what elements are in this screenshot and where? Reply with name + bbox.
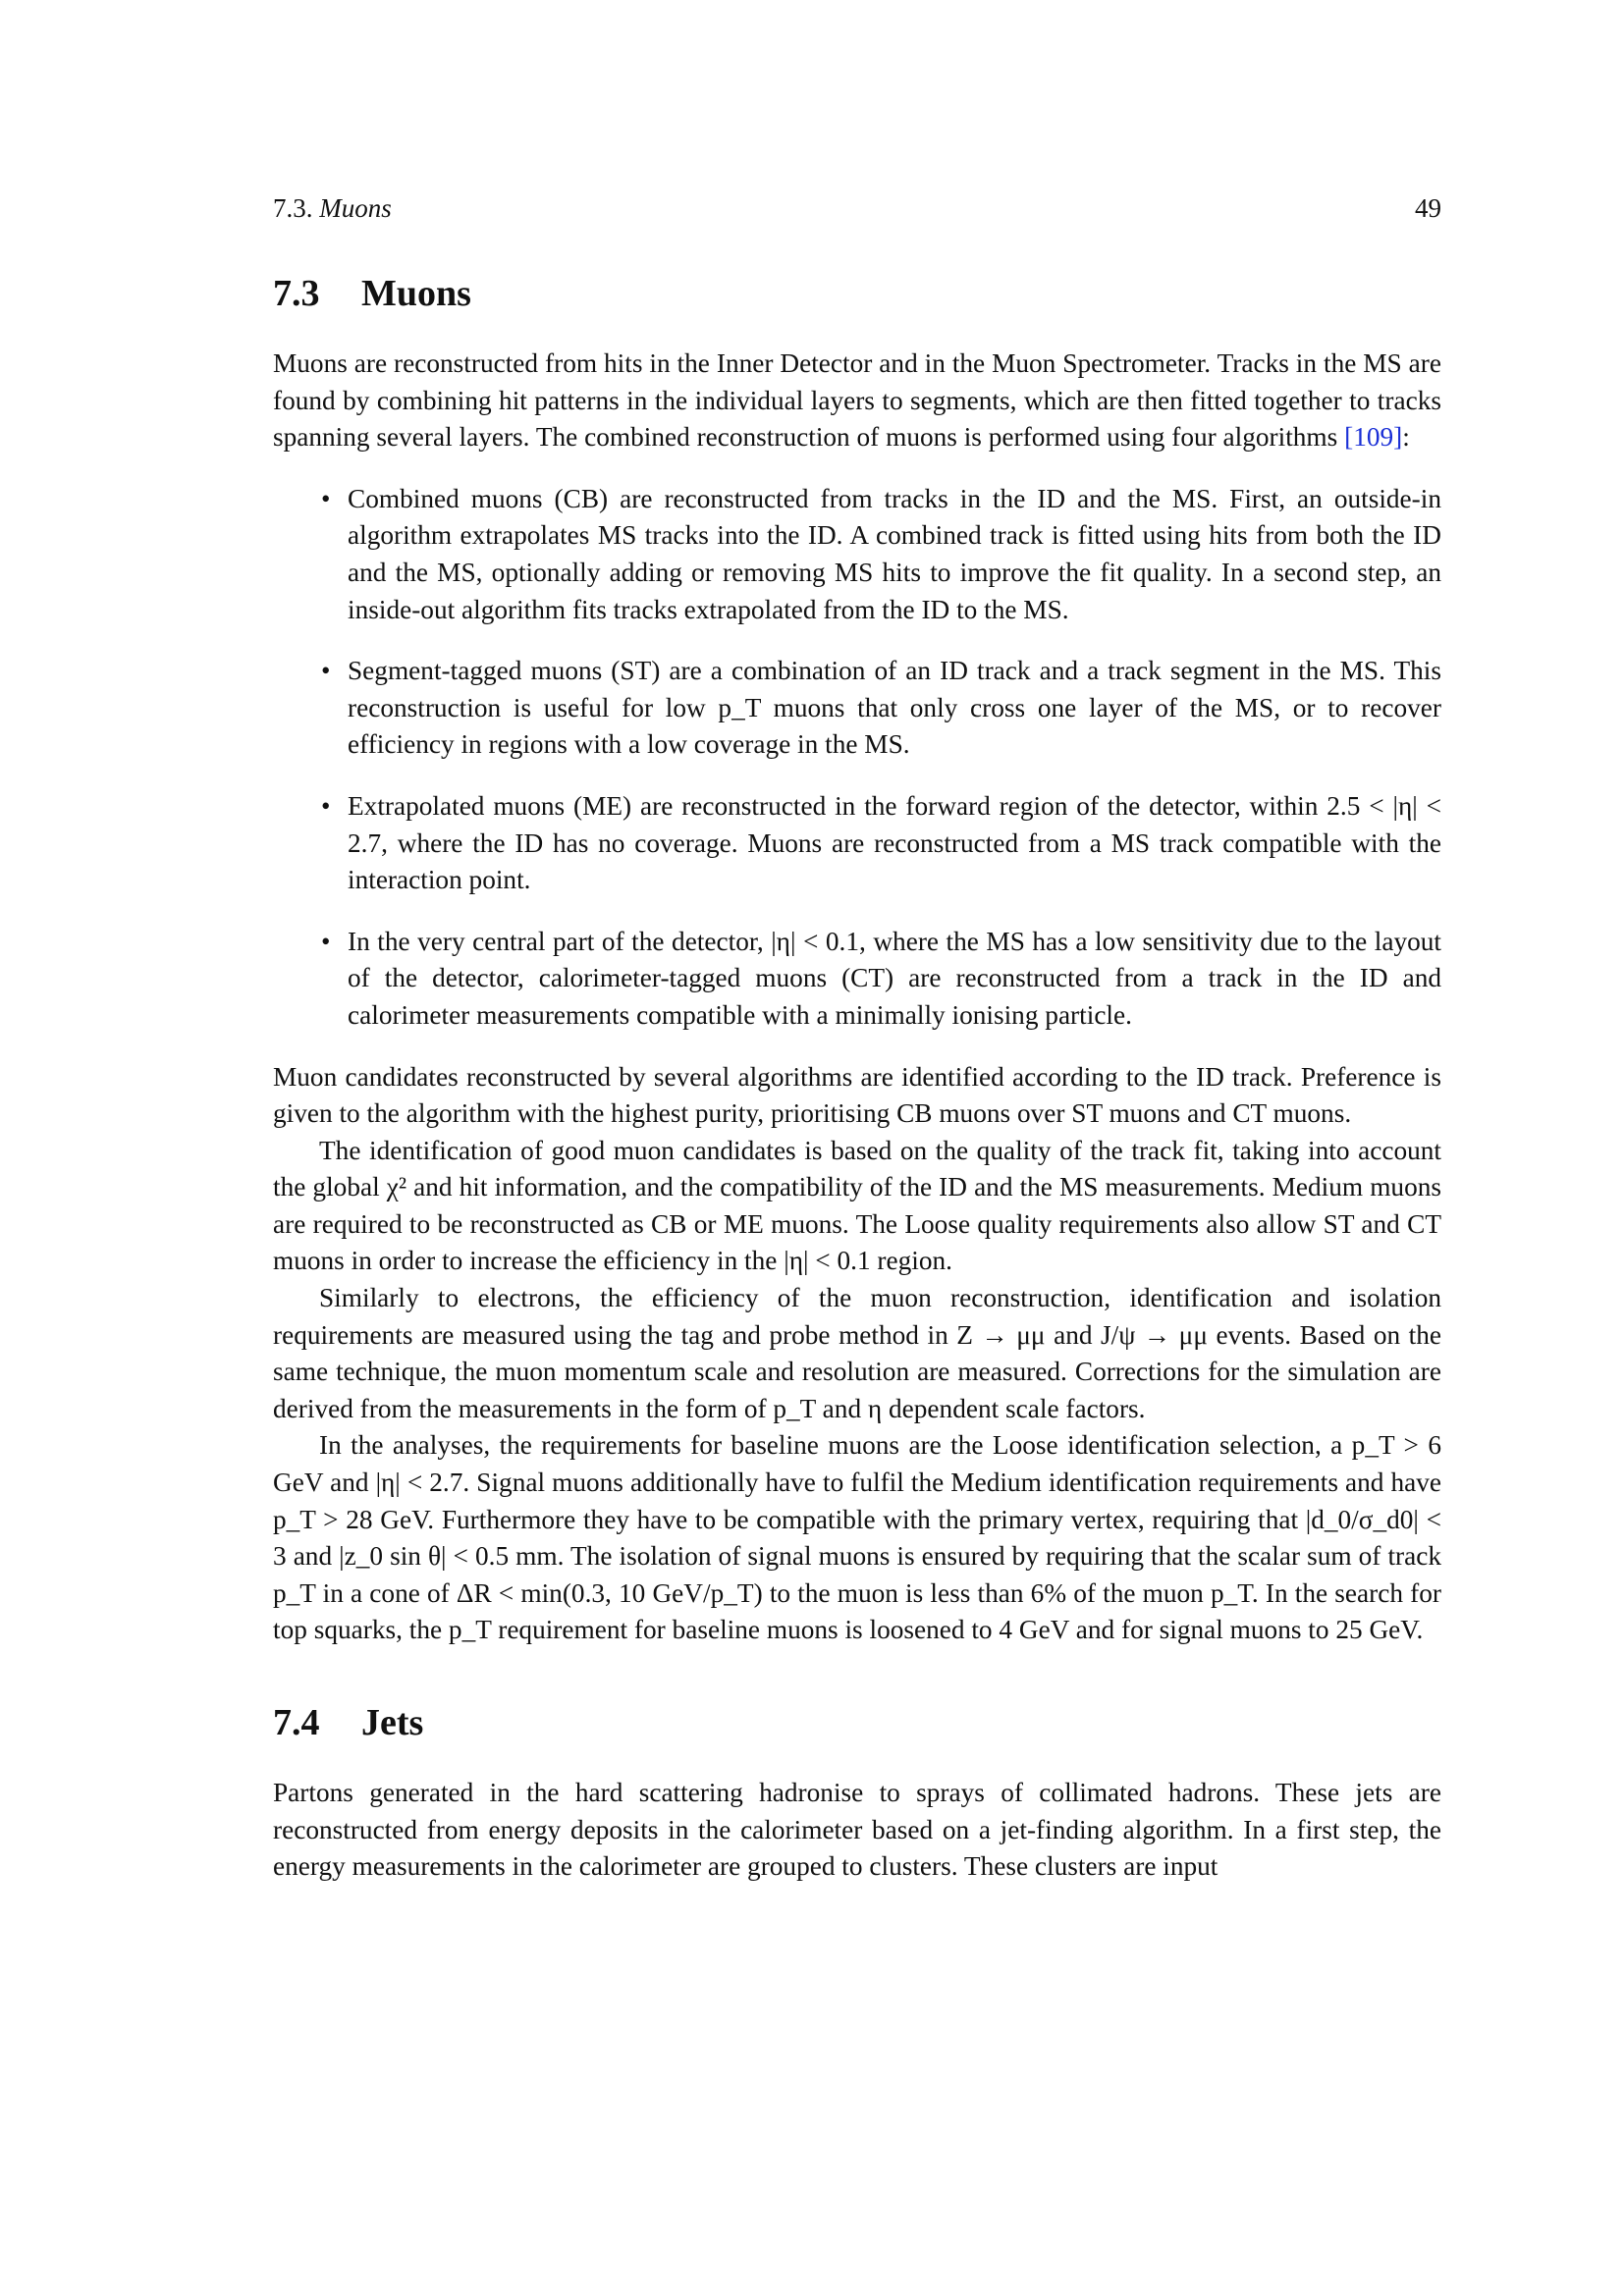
bullet-icon: •	[321, 656, 331, 686]
identification-paragraph: The identification of good muon candidates is based on the quality of the track fit, taking into account the global χ² and hit information, and the compatibility of the ID and the MS measurements. Medium muons are required to be reconstructed as CB or ME muons. The Loose quality requirements also allow ST and CT muons in order to increase the efficiency in the |η| < 0.1 region.	[273, 1135, 1441, 1276]
analyses-paragraph: In the analyses, the requirements for baseline muons are the Loose identification selection, a p_T > 6 GeV and |η| < 2.7. Signal muons additionally have to fulfil the Medium identification requirements and have p_T > 28 GeV. Furthermore they have to be compatible with the primary vertex, requiring that |d_0/σ_d0| < 3 and |z_0 sin θ| < 0.5 mm. The isolation of signal muons is ensured by requiring that the scalar sum of track p_T in a cone of ΔR < min(0.3, 10 GeV/p_T) to the muon is less than 6% of the muon p_T. In the search for top squarks, the p_T requirement for baseline muons is loosened to 4 GeV and for signal muons to 25 GeV.	[273, 1430, 1441, 1645]
section-spacer	[273, 1649, 1441, 1700]
list-item-text: Extrapolated muons (ME) are reconstructed in the forward region of the detector, within 2.5 < |η| < 2.7, where the ID has no coverage. Muons are reconstructed from a MS track compatible with the interaction point.	[348, 790, 1441, 895]
list-item-text: Segment-tagged muons (ST) are a combination of an ID track and a track segment in the MS. This reconstruction is useful for low p_T muons that only cross one layer of the MS, or to recover efficiency in regions with a low coverage in the MS.	[348, 656, 1441, 760]
bullet-icon: •	[321, 790, 331, 821]
candidates-paragraph: Muon candidates reconstructed by several algorithms are identified according to the ID track. Preference is given to the algorithm with the highest purity, prioritising CB muons over ST muons and CT muons.	[273, 1061, 1441, 1129]
running-head-section-title: Muons	[319, 193, 392, 223]
muons-intro-end: :	[1402, 422, 1410, 453]
section-heading-jets	[273, 1700, 1441, 1745]
list-item-text: In the very central part of the detector, |η| < 0.1, where the MS has a low sensitivity due to the layout of the detector, calorimeter-tagged muons (CT) are reconstructed from a track in the ID and calorimeter measurements compatible with a minimally ionising particle.	[348, 926, 1441, 1030]
page-body	[273, 191, 1441, 1886]
section-title: Muons	[361, 273, 471, 314]
muons-intro-paragraph	[273, 346, 1441, 456]
list-item	[273, 924, 1441, 1035]
list-item	[273, 481, 1441, 628]
muons-intro-text: Muons are reconstructed from hits in the Inner Detector and in the Muon Spectrometer. Tracks in the MS are found by combining hit patterns in the individual layers to segments, which are then fitted together to tracks spanning several layers. The combined reconstruction of muons is performed using four algorithms	[273, 348, 1441, 453]
section-title: Jets	[361, 1702, 424, 1743]
algorithm-list	[273, 481, 1441, 1035]
section-heading-muons	[273, 271, 1441, 316]
citation-link[interactable]: [109]	[1344, 422, 1403, 453]
running-head-section-number: 7.3.	[273, 193, 313, 223]
section-number: 7.4	[273, 1702, 320, 1743]
running-head-section	[273, 191, 392, 225]
jets-intro-paragraph: Partons generated in the hard scattering hadronise to sprays of collimated hadrons. These jets are reconstructed from energy deposits in the calorimeter based on a jet-finding algorithm. In a first step, the energy measurements in the calorimeter are grouped to clusters. These clusters are input	[273, 1778, 1441, 1882]
page-number: 49	[1415, 193, 1441, 223]
running-head	[273, 191, 1441, 225]
efficiency-paragraph: Similarly to electrons, the efficiency of the muon reconstruction, identification and isolation requirements are measured using the tag and probe method in Z → μμ and J/ψ → μμ events. Based on the same technique, the muon momentum scale and resolution are measured. Corrections for the simulation are derived from the measurements in the form of p_T and η dependent scale factors.	[273, 1283, 1441, 1423]
list-item	[273, 653, 1441, 764]
section-number: 7.3	[273, 273, 320, 314]
list-item	[273, 788, 1441, 899]
bullet-icon: •	[321, 483, 331, 513]
bullet-icon: •	[321, 926, 331, 956]
list-item-text: Combined muons (CB) are reconstructed from tracks in the ID and the MS. First, an outside-in algorithm extrapolates MS tracks into the ID. A combined track is fitted using hits from both the ID and the MS, optionally adding or removing MS hits to improve the fit quality. In a second step, an inside-out algorithm fits tracks extrapolated from the ID to the MS.	[348, 483, 1441, 624]
